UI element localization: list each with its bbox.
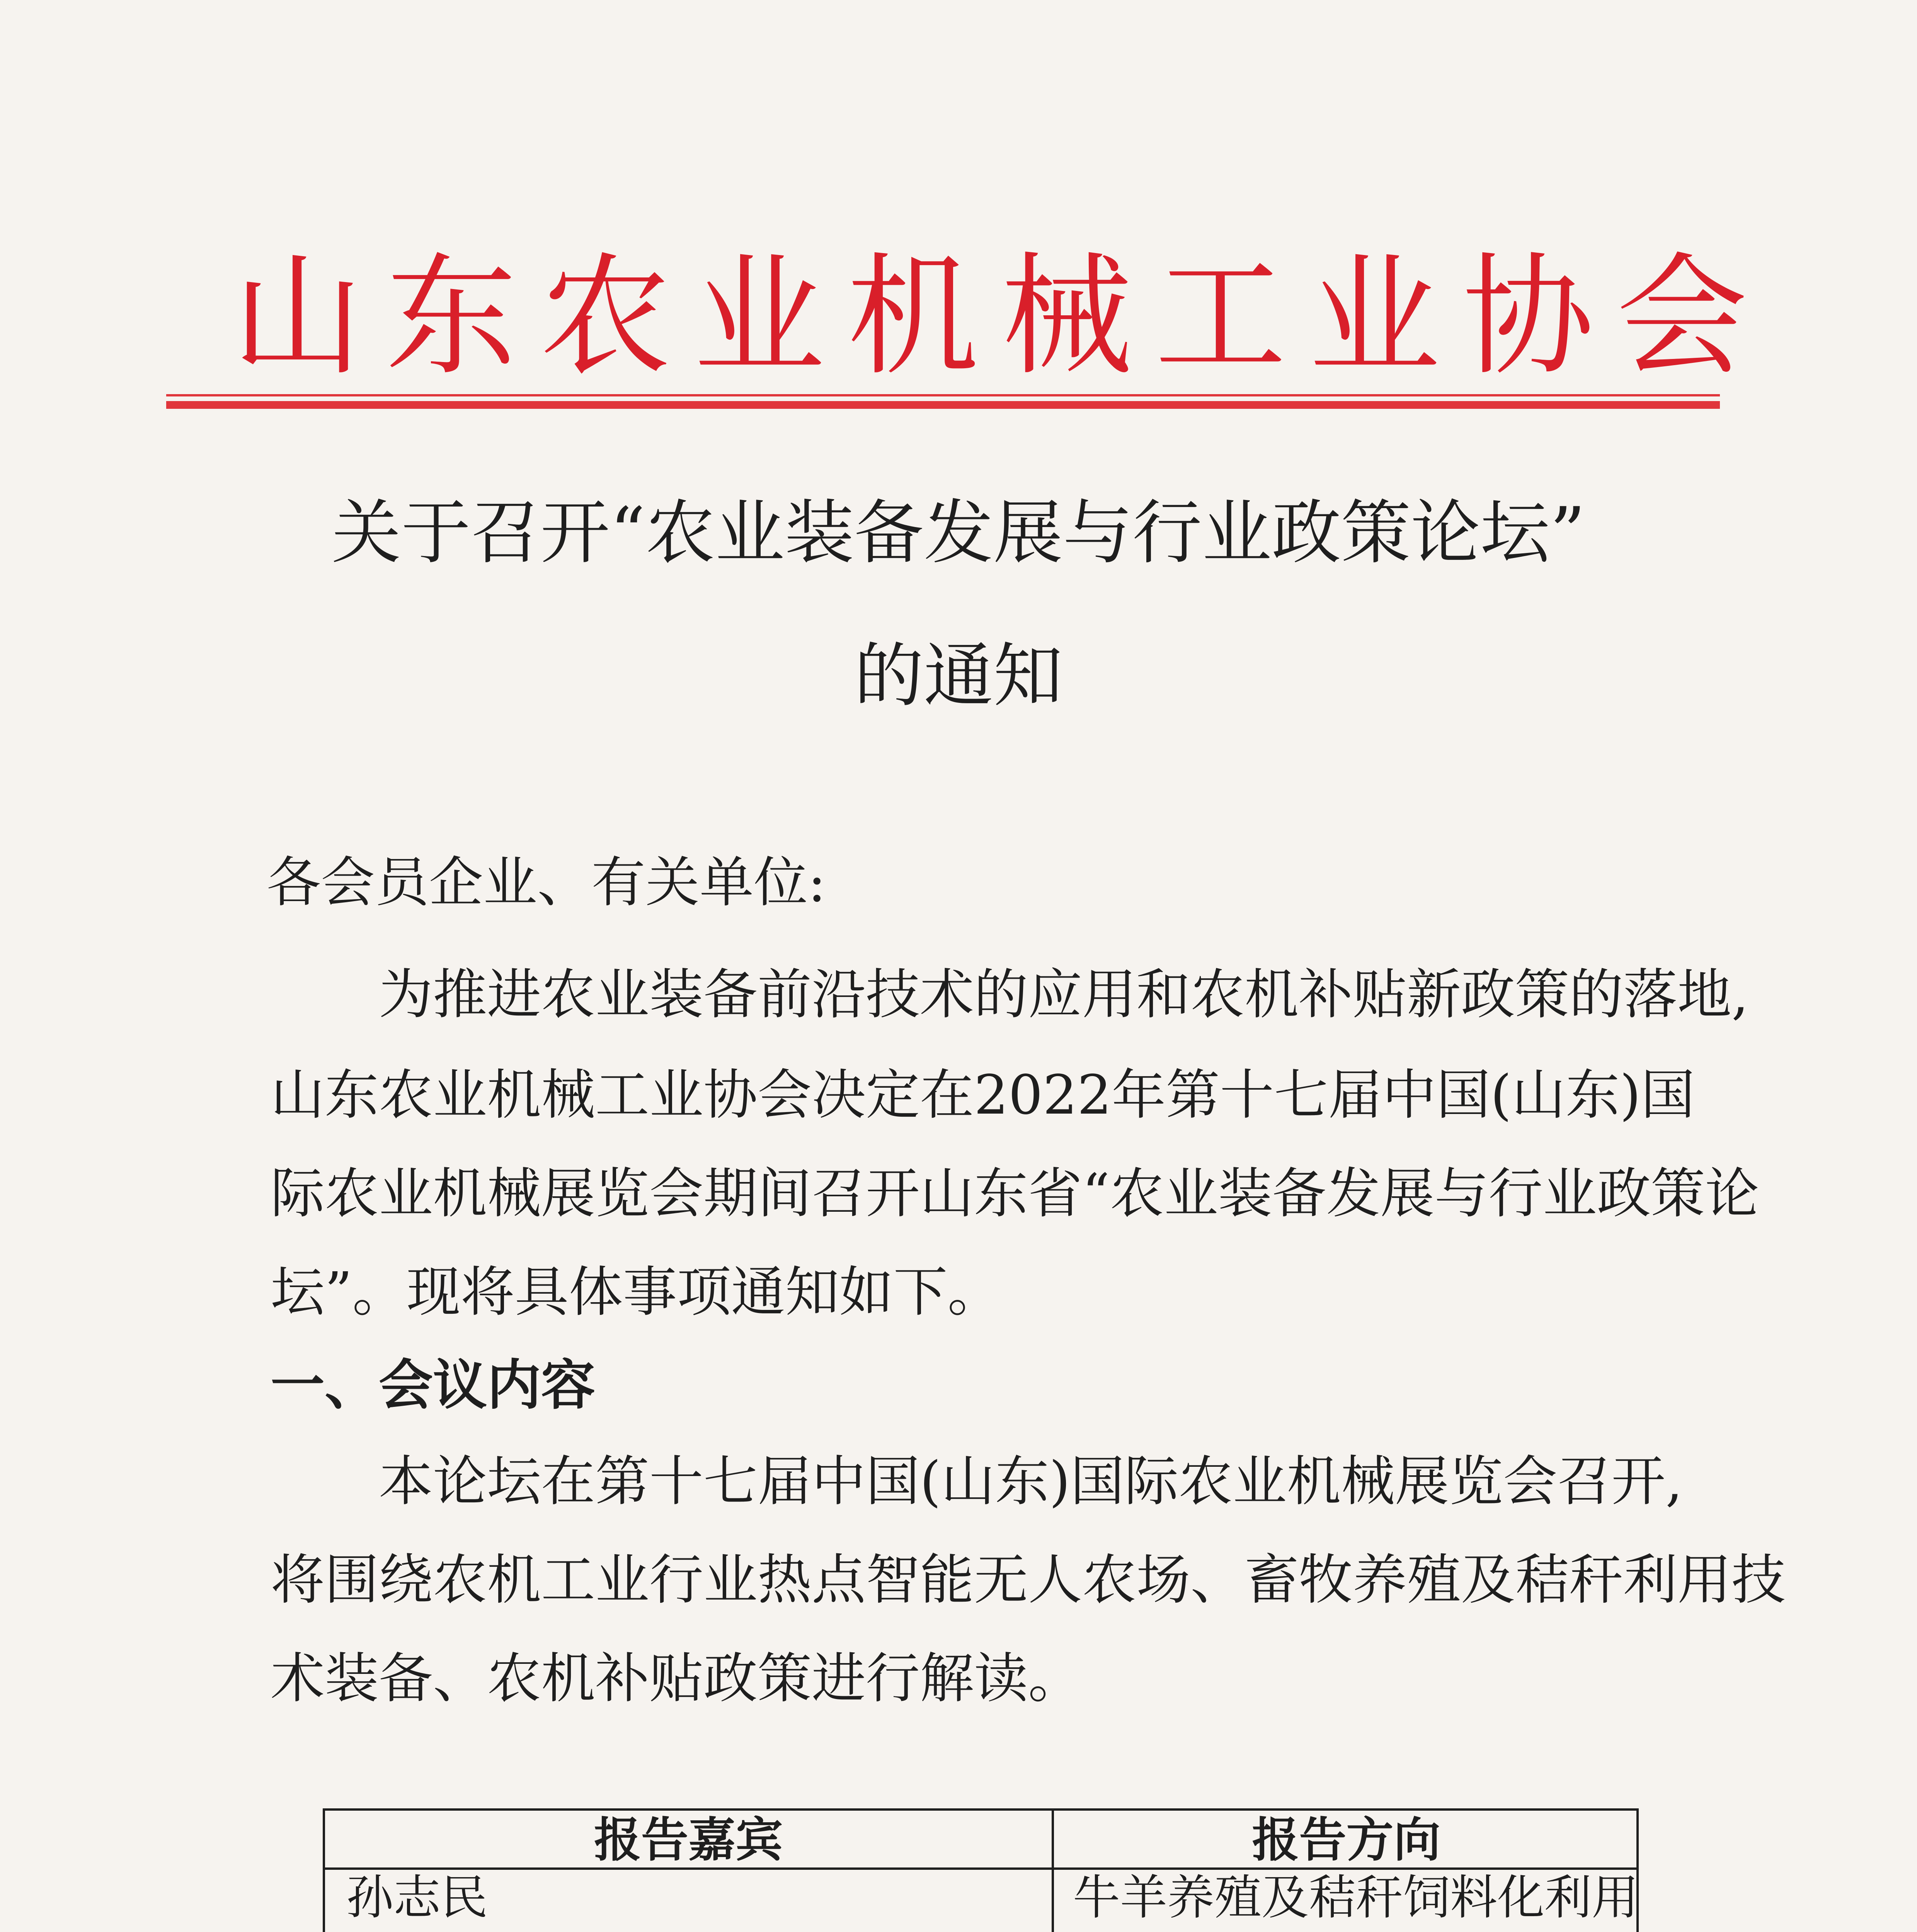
table-header-topic: 报告方向 <box>1252 1812 1441 1867</box>
table-header-speaker: 报告嘉宾 <box>594 1812 783 1867</box>
header-rule-thick <box>166 401 1720 409</box>
report-topic: 牛羊养殖及秸秆饲料化利用 <box>1073 1870 1639 1925</box>
speaker-name: 孙志民 <box>346 1870 488 1925</box>
document-title-line-2: 的通知 <box>854 636 1063 716</box>
section-heading-meeting-content: 一、会议内容 <box>271 1354 596 1417</box>
header-red-rule <box>166 394 1720 409</box>
organization-header: 山东农业机械工业协会 <box>232 240 1770 393</box>
intro-line-4: 坛”。现将具体事项通知如下。 <box>271 1261 1002 1324</box>
intro-line-1: 为推进农业装备前沿技术的应用和农机补贴新政策的落地, <box>379 963 1749 1026</box>
salutation: 各会员企业、有关单位: <box>267 851 826 914</box>
section1-line-2: 将围绕农机工业行业热点智能无人农场、畜牧养殖及秸秆利用技 <box>271 1549 1786 1612</box>
intro-line-2: 山东农业机械工业协会决定在2022年第十七届中国(山东)国 <box>271 1064 1695 1127</box>
section1-line-1: 本论坛在第十七届中国(山东)国际农业机械展览会召开, <box>379 1450 1683 1513</box>
intro-line-3: 际农业机械展览会期间召开山东省“农业装备发展与行业政策论 <box>271 1162 1759 1225</box>
speakers-table <box>323 1808 1639 1932</box>
header-rule-thin <box>166 394 1720 396</box>
section1-line-3: 术装备、农机补贴政策进行解读。 <box>271 1647 1083 1710</box>
document-title-line-1: 关于召开“农业装备发展与行业政策论坛” <box>331 493 1586 573</box>
